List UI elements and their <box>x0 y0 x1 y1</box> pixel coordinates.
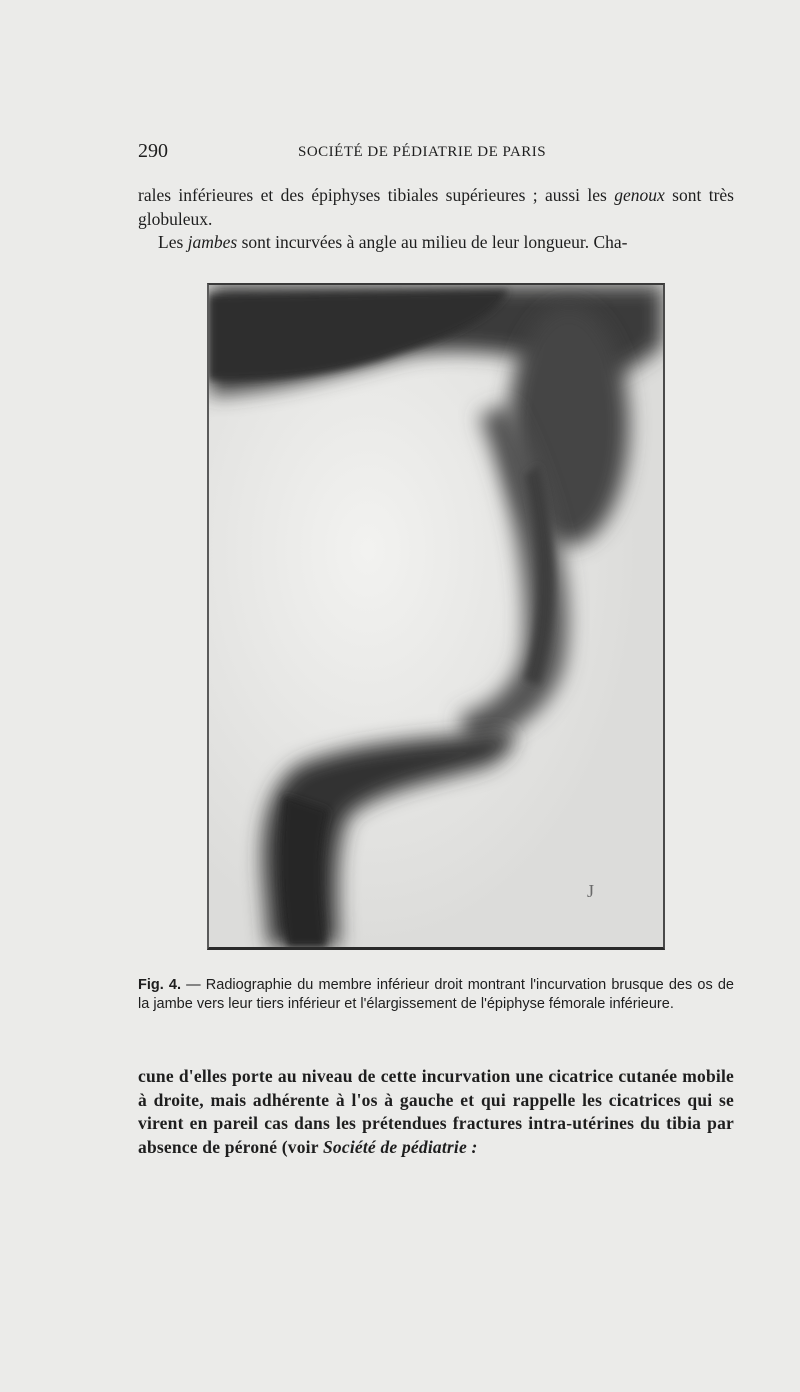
paragraph-cicatrice <box>138 1065 734 1159</box>
text-span: sont incurvées à angle au milieu de leur longueur. Cha- <box>237 232 628 252</box>
italic-term: jambes <box>187 232 238 252</box>
paragraph-jambes <box>138 231 734 255</box>
caption-body: — Radiographie du membre inférieur droit montrant l'incurvation brusque des os de la jambe vers leur tiers inférieur et l'élargissement de l'épiphyse fémorale inférieure. <box>138 977 734 1012</box>
italic-reference: Société de pédiatrie : <box>322 1136 478 1157</box>
body-text-bottom <box>138 1065 734 1159</box>
radiograph-image <box>209 285 663 947</box>
page-header <box>138 140 738 164</box>
text-span: sont très globuleux. <box>138 185 734 229</box>
figure-caption <box>138 976 734 1014</box>
caption-text <box>138 976 734 1014</box>
caption-label: Fig. 4. <box>138 977 182 993</box>
paragraph-continuation <box>138 184 734 231</box>
page-number: 290 <box>138 140 168 162</box>
body-text-top <box>138 184 734 255</box>
radiograph-figure <box>207 283 665 950</box>
text-span: cune d'elles porte au niveau de cette incurvation une cicatrice cutanée mobile à droite, mais adhérente à l'os à gauche et qui rappelle les cicatrices qui se virent en pareil cas dans les prétendues fractures intra-utérines du tibia par absence de péroné (voir <box>138 1066 734 1157</box>
text-span: rales inférieures et des épiphyses tibiales supérieures ; aussi les <box>138 185 615 205</box>
italic-term: genoux <box>614 185 665 205</box>
text-span: Les <box>158 232 188 252</box>
corner-mark: J <box>587 881 595 901</box>
running-head: SOCIÉTÉ DE PÉDIATRIE DE PARIS <box>298 144 547 160</box>
